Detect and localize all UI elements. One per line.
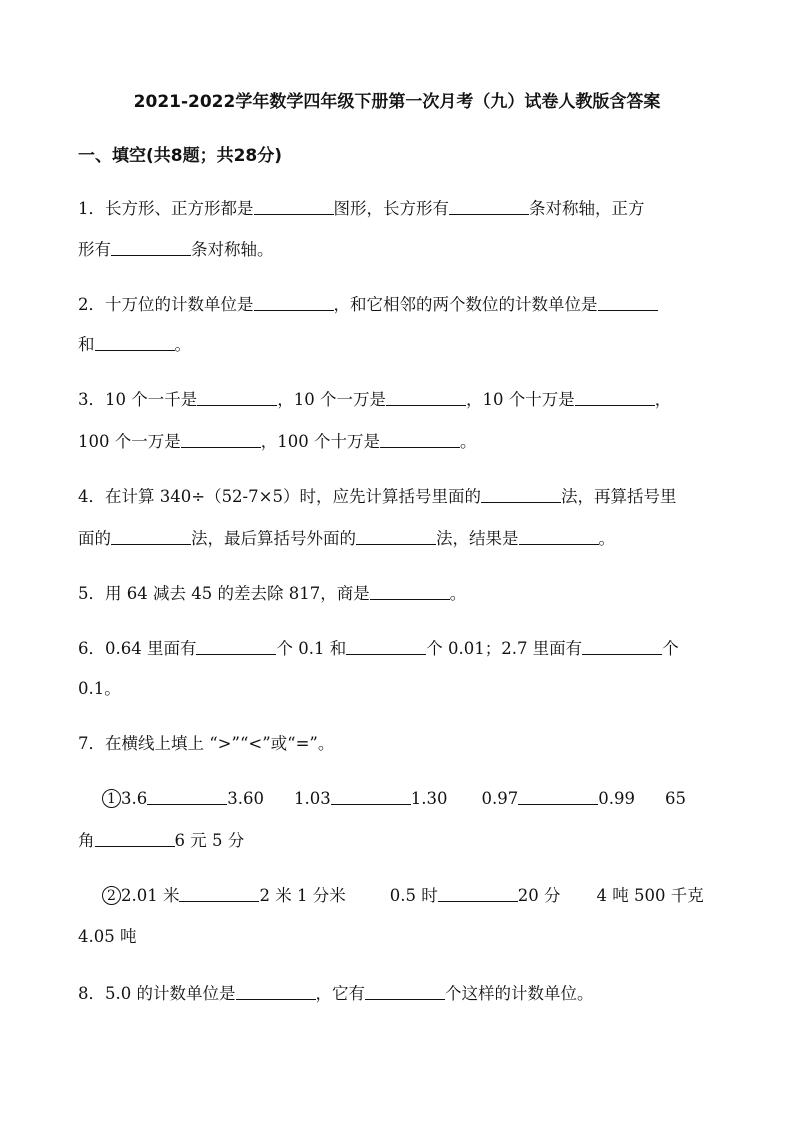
question-7-row-1: [102, 787, 686, 810]
answer-blank[interactable]: [380, 430, 460, 448]
circled-number-2-icon: 2: [102, 886, 121, 905]
question-number: 1．: [78, 199, 105, 218]
comparison-text: 1.30: [410, 789, 448, 808]
question-text: 条对称轴。: [191, 240, 274, 259]
answer-blank[interactable]: [598, 293, 658, 311]
question-3-line-1: [78, 388, 671, 411]
question-2-line-2: [78, 333, 191, 356]
question-text: ，100 个十万是: [260, 432, 380, 451]
question-text: 法，结果是: [436, 529, 519, 548]
answer-blank[interactable]: [254, 293, 334, 311]
question-text: ，10 个一万是: [277, 390, 386, 409]
question-text: 。: [598, 529, 615, 548]
question-text: 。: [174, 335, 191, 354]
question-7-row-2: [102, 884, 704, 907]
question-text: 10 个一千是: [105, 390, 198, 409]
question-4-line-2: [78, 527, 615, 550]
answer-blank[interactable]: [582, 637, 662, 655]
comparison-text: 20 分: [517, 886, 561, 905]
question-text: ，: [654, 390, 672, 409]
question-text: 法，最后算括号外面的: [191, 529, 356, 548]
answer-blank[interactable]: [370, 582, 450, 600]
question-text: 个 0.01；2.7 里面有: [426, 639, 583, 658]
comparison-text: 角: [78, 831, 95, 850]
answer-blank[interactable]: [575, 388, 655, 406]
comparison-text: 0.5 时: [389, 886, 438, 905]
question-text: 和: [78, 335, 95, 354]
comparison-text: 3.60: [227, 789, 264, 808]
answer-blank[interactable]: [95, 333, 175, 351]
question-text: 条对称轴，正方: [529, 199, 645, 218]
question-number: 8．: [78, 984, 105, 1003]
question-text: 个: [662, 639, 679, 658]
page-title: 2021-2022学年数学四年级下册第一次月考（九）试卷人教版含答案: [133, 92, 661, 112]
question-8-line-1: [78, 982, 594, 1005]
comparison-text: 0.99: [598, 789, 635, 808]
question-text: 在横线上填上 “>”“<”或“=”。: [105, 734, 335, 753]
question-number: 4．: [78, 487, 105, 506]
question-text: 法，再算括号里: [560, 487, 677, 506]
question-6-line-1: [78, 637, 679, 660]
answer-blank[interactable]: [236, 982, 316, 1000]
question-number: 2．: [78, 295, 105, 314]
answer-blank[interactable]: [438, 884, 518, 902]
answer-blank[interactable]: [111, 238, 191, 256]
answer-blank[interactable]: [111, 527, 191, 545]
answer-blank[interactable]: [179, 884, 259, 902]
answer-blank[interactable]: [356, 527, 436, 545]
question-text: 个 0.1 和: [276, 639, 347, 658]
answer-blank[interactable]: [481, 485, 561, 503]
comparison-text: 4 吨 500 千克: [596, 886, 704, 905]
comparison-text: 65: [665, 789, 686, 808]
question-text: 个这样的计数单位。: [445, 984, 594, 1003]
question-2-line-1: [78, 293, 658, 316]
question-text: ，它有: [315, 984, 365, 1003]
question-3-line-2: [78, 430, 477, 453]
answer-blank[interactable]: [346, 637, 426, 655]
comparison-text: 0.97: [481, 789, 519, 808]
comparison-text: 4.05 吨: [78, 927, 137, 946]
question-5-line-1: [78, 582, 466, 605]
question-1-line-1: [78, 197, 645, 220]
answer-blank[interactable]: [95, 829, 175, 847]
answer-blank[interactable]: [449, 197, 529, 215]
question-text: 100 个一万是: [78, 432, 181, 451]
question-7-row-1-cont: [78, 829, 244, 852]
answer-blank[interactable]: [181, 430, 261, 448]
question-text: 。: [460, 432, 477, 451]
question-number: 7．: [78, 734, 105, 753]
question-number: 3．: [78, 390, 105, 409]
question-6-line-2: [78, 678, 121, 700]
question-1-line-2: [78, 238, 274, 261]
answer-blank[interactable]: [254, 197, 334, 215]
question-text: 0.1。: [78, 679, 121, 698]
question-text: 面的: [78, 529, 111, 548]
answer-blank[interactable]: [365, 982, 445, 1000]
question-text: 。: [449, 584, 467, 603]
comparison-text: 1.03: [294, 789, 331, 808]
question-text: 十万位的计数单位是: [105, 295, 254, 314]
circled-number-1-icon: 1: [102, 789, 121, 808]
comparison-text: 2 米 1 分米: [259, 886, 346, 905]
question-text: ，10 个十万是: [466, 390, 575, 409]
question-4-line-1: [78, 485, 676, 508]
question-7-row-2-cont: [78, 926, 136, 948]
question-text: 图形，长方形有: [333, 199, 449, 218]
question-text: 5.0 的计数单位是: [105, 984, 236, 1003]
answer-blank[interactable]: [147, 787, 227, 805]
question-7-line-1: [78, 733, 334, 755]
comparison-text: 6 元 5 分: [174, 831, 245, 850]
question-text: 用 64 减去 45 的差去除 817，商是: [105, 584, 370, 603]
question-text: 在计算 340÷（52-7×5）时，应先计算括号里面的: [105, 487, 481, 506]
comparison-text: 2.01 米: [121, 886, 180, 905]
section-heading: 一、填空(共8题；共28分): [78, 146, 283, 166]
question-number: 5．: [78, 584, 105, 603]
answer-blank[interactable]: [196, 637, 276, 655]
answer-blank[interactable]: [197, 388, 277, 406]
question-text: 长方形、正方形都是: [105, 199, 254, 218]
comparison-text: 3.6: [121, 789, 148, 808]
answer-blank[interactable]: [331, 787, 411, 805]
question-text: 0.64 里面有: [105, 639, 197, 658]
answer-blank[interactable]: [519, 527, 599, 545]
question-text: 形有: [78, 240, 111, 259]
question-number: 6．: [78, 639, 105, 658]
question-text: ，和它相邻的两个数位的计数单位是: [333, 295, 598, 314]
answer-blank[interactable]: [518, 787, 598, 805]
answer-blank[interactable]: [386, 388, 466, 406]
